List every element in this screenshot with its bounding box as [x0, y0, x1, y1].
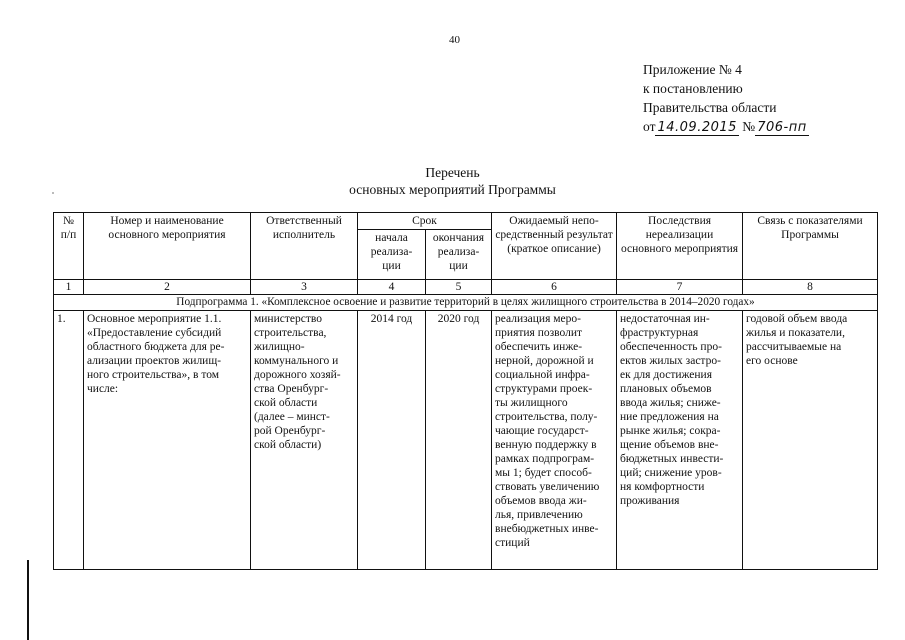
cell-line: ты жилищного: [495, 397, 568, 409]
cell-line: министерство: [254, 313, 322, 325]
cell-line: «Предоставление субсидий: [87, 327, 222, 339]
row-indicators: [743, 311, 878, 570]
cell-line: бюджетных инвести-: [620, 453, 724, 465]
number-label: №: [742, 119, 756, 134]
row-end: 2020 год: [426, 311, 492, 570]
cell-line: его основе: [746, 355, 798, 367]
cell-line: областного бюджета для ре-: [87, 341, 225, 353]
cell-line: ектов жилых застро-: [620, 355, 721, 367]
cell-line: обеспечить инже-: [495, 341, 583, 353]
header-num: № п/п: [54, 213, 84, 280]
header-end: окончания реализа- ции: [426, 230, 492, 280]
cell-line: структурами проек-: [495, 383, 593, 395]
header-name: Номер и наименование основного мероприятия: [84, 213, 251, 280]
cell-line: ской области): [254, 439, 322, 451]
title-line-1: Перечень: [425, 165, 480, 180]
appendix-line-2: к постановлению: [643, 81, 743, 96]
from-label: от: [643, 119, 656, 134]
cell-line: чающие государст-: [495, 425, 589, 437]
cell-line: коммунального и: [254, 355, 339, 367]
cell-line: строительства,: [254, 327, 327, 339]
cell-line: дорожного хозяй-: [254, 369, 341, 381]
subprogram-title: Подпрограмма 1. «Комплексное освоение и развитие территорий в целях жилищного строительства в 2014–2020 годах»: [54, 295, 878, 311]
cell-line: социальной инфра-: [495, 369, 590, 381]
cell-line: ства Оренбург-: [254, 383, 329, 395]
cell-line: рой Оренбург-: [254, 425, 326, 437]
cell-line: недостаточная ин-: [620, 313, 710, 325]
cell-line: рассчитываемые на: [746, 341, 842, 353]
cell-line: нерной, дорожной и: [495, 355, 594, 367]
colnum-8: 8: [743, 280, 878, 295]
cell-line: плановых объемов: [620, 383, 712, 395]
header-start: начала реализа- ции: [358, 230, 426, 280]
scan-artifact: [52, 192, 54, 194]
appendix-line-3: Правительства области: [643, 100, 777, 115]
row-executor: [251, 311, 358, 570]
cell-line: фраструктурная: [620, 327, 699, 339]
cell-line: ализации проектов жилищ-: [87, 355, 222, 367]
scan-edge-line: [27, 560, 29, 640]
colnum-7: 7: [617, 280, 743, 295]
row-start: 2014 год: [358, 311, 426, 570]
cell-line: рамках подпрограм-: [495, 453, 595, 465]
cell-line: реализация меро-: [495, 313, 581, 325]
title-line-2: основных мероприятий Программы: [349, 182, 556, 197]
cell-line: объемов ввода жи-: [495, 495, 587, 507]
colnum-2: 2: [84, 280, 251, 295]
document-title: [0, 164, 905, 198]
header-consequences: Последствия нереализации основного мероприятия: [617, 213, 743, 280]
row-consequences: [617, 311, 743, 570]
cell-line: внебюджетных инве-: [495, 523, 599, 535]
subprogram-row: [54, 295, 878, 311]
handwritten-number: 706-пп: [757, 120, 807, 135]
cell-line: ской области: [254, 397, 318, 409]
colnum-3: 3: [251, 280, 358, 295]
appendix-title: Приложение № 4: [643, 62, 742, 77]
row-name: [84, 311, 251, 570]
header-indicators: Связь с показателями Программы: [743, 213, 878, 280]
cell-line: лья, привлечению: [495, 509, 583, 521]
cell-line: рынке жилья; сокра-: [620, 425, 721, 437]
cell-line: Основное мероприятие 1.1.: [87, 313, 222, 325]
cell-line: щение объемов вне-: [620, 439, 719, 451]
table-row: [54, 311, 878, 570]
colnum-1: 1: [54, 280, 84, 295]
colnum-5: 5: [426, 280, 492, 295]
cell-line: ек для достижения: [620, 369, 713, 381]
cell-line: венную поддержку в: [495, 439, 597, 451]
cell-line: ций; снижение уров-: [620, 467, 722, 479]
cell-line: (далее – минст-: [254, 411, 330, 423]
appendix-date-line: [643, 117, 809, 136]
cell-line: числе:: [87, 383, 119, 395]
activities-table: [53, 212, 878, 570]
row-num: 1.: [54, 311, 84, 570]
cell-line: стиций: [495, 537, 530, 549]
cell-line: ние предложения на: [620, 411, 719, 423]
header-result: Ожидаемый непо- средственный результат (краткое описание): [492, 213, 617, 280]
header-executor: Ответственный исполнитель: [251, 213, 358, 280]
cell-line: мы 1; будет способ-: [495, 467, 592, 479]
handwritten-date: 14.09.2015: [657, 120, 737, 135]
appendix-block: [643, 60, 809, 136]
cell-line: жилищно-: [254, 341, 305, 353]
page-number: 40: [449, 34, 460, 46]
cell-line: приятия позволит: [495, 327, 583, 339]
cell-line: годовой объем ввода: [746, 313, 848, 325]
cell-line: ного строительства», в том: [87, 369, 219, 381]
cell-line: ствовать увеличению: [495, 481, 600, 493]
row-result: [492, 311, 617, 570]
cell-line: ввода жилья; сниже-: [620, 397, 721, 409]
colnum-6: 6: [492, 280, 617, 295]
cell-line: проживания: [620, 495, 680, 507]
cell-line: жилья и показатели,: [746, 327, 845, 339]
cell-line: строительства, полу-: [495, 411, 598, 423]
header-term: Срок: [358, 213, 492, 230]
column-numbers-row: [54, 280, 878, 295]
cell-line: ня комфортности: [620, 481, 705, 493]
cell-line: обеспеченность про-: [620, 341, 722, 353]
colnum-4: 4: [358, 280, 426, 295]
